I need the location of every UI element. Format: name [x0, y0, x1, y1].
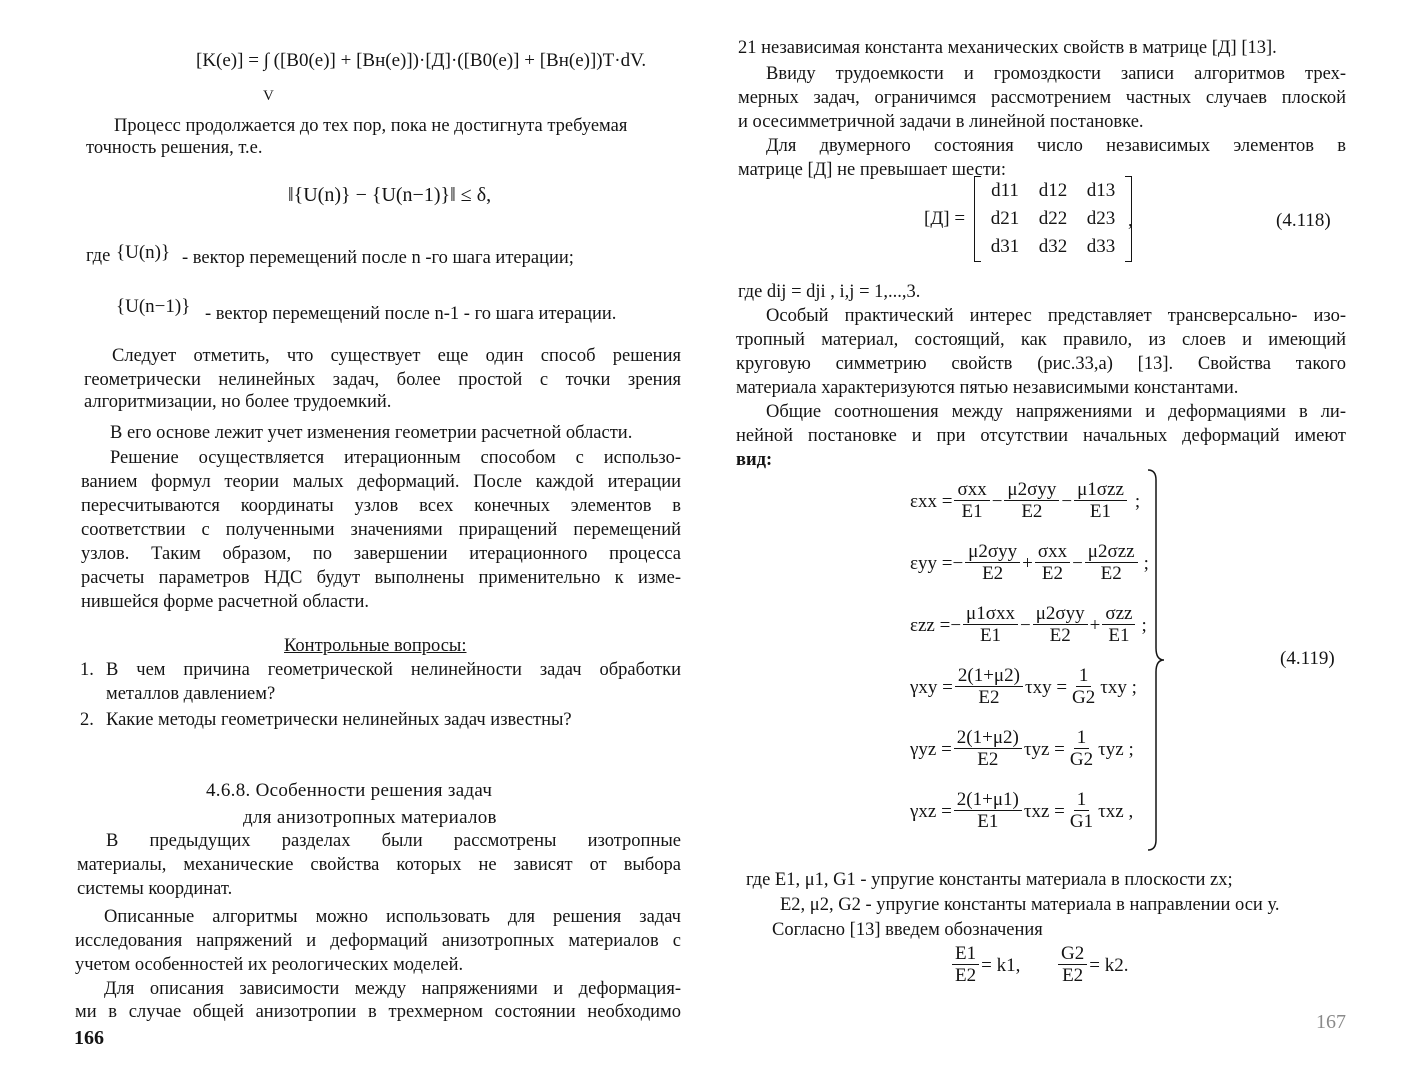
paragraph-line: матрице [Д] не превышает шести: [738, 160, 1006, 180]
stiffness-matrix [974, 176, 1132, 262]
paragraph-line: Следует отметить, что существует еще один способ решения [112, 346, 681, 366]
paragraph-line: Согласно [13] введем обозначения [772, 920, 1043, 940]
fraction: $\frac{E1}{E2}$ [952, 944, 979, 987]
question-number: 1. [80, 660, 94, 680]
right-page [710, 0, 1421, 1070]
eq-lhs: εyy = [910, 552, 953, 574]
integral-subscript: V [263, 88, 274, 104]
questions-heading: Контрольные вопросы: [284, 636, 467, 656]
eq-lhs: γxy = [910, 676, 953, 698]
fraction: $\frac{\text{μ2σzz}}{E2}$ [1085, 542, 1138, 585]
paragraph-line: пересчитываются координаты узлов всех конечных элементов в [81, 496, 681, 516]
fraction: $\frac{G2}{E2}$ [1058, 944, 1087, 987]
eq-lhs: εzz = [910, 614, 951, 636]
paragraph-line: Описанные алгоритмы можно использовать для решения задач [104, 907, 681, 927]
where-text: - вектор перемещений после n-1 - го шага итерации. [205, 304, 617, 324]
question-number: 2. [80, 710, 94, 730]
paragraph-line: материала характеризуются пятью независимыми константами. [736, 378, 1239, 398]
page-number: 167 [1316, 1011, 1346, 1033]
paragraph-line: Решение осуществляется итерационным способом с использо- [110, 448, 681, 468]
paragraph-line: вид: [736, 450, 773, 470]
where-text: где E1, μ1, G1 - упругие константы материала в плоскости zx; [746, 870, 1233, 890]
paragraph-line: точность решения, т.е. [86, 138, 263, 158]
fraction: $\frac{\text{σzz}}{E1}$ [1102, 604, 1135, 647]
fraction: $\frac{\text{σxx}}{E2}$ [1035, 542, 1070, 585]
brace-path [1148, 470, 1164, 850]
matrix-cell: d21 [990, 208, 1020, 229]
k1-definition: $\frac{E1}{E2}$ = k1, [950, 944, 1020, 987]
paragraph-line: расчеты параметров НДС будут выполнены применительно к изме- [81, 568, 681, 588]
eq-lhs: γxz = [910, 800, 952, 822]
paragraph-line: алгоритмизации, но более трудоемкий. [84, 392, 392, 412]
fraction: $\frac{2(1+\mu 2)}{E2}$ [954, 728, 1022, 771]
paragraph-line: учетом особенностей их реологических моделей. [75, 955, 464, 975]
fraction: $\frac{\text{μ2σyy}}{E2}$ [965, 542, 1020, 585]
where-text: - вектор перемещений после n -го шага итерации; [182, 248, 574, 268]
fraction: $\frac{\text{μ2σyy}}{E2}$ [1033, 604, 1088, 647]
paragraph-line: узлов. Таким образом, по завершении итерационного процесса [81, 544, 681, 564]
paragraph-line: Общие соотношения между напряжениями и деформациями в ли- [766, 402, 1346, 422]
section-title: для анизотропных материалов [243, 807, 497, 828]
convergence-formula: ‖{U(n)} − {U(n−1)}‖ ≤ δ, [288, 184, 492, 206]
paragraph-line: Процесс продолжается до тех пор, пока не достигнута требуемая [114, 116, 628, 136]
equation-number: (4.119) [1280, 648, 1335, 669]
equation-eps-zz: εzz = − $\frac{\text{μ1σxx}}{E1}$ − $\frac{\text{μ2σyy}}{E2}$ + $\frac{\text{σzz}}{E1}$ ; [910, 603, 1147, 646]
paragraph-line: нившейся форме расчетной области. [81, 592, 370, 612]
fraction: $\frac{1}{G2}$ [1072, 665, 1096, 708]
equation-gamma-xz: γxz = $\frac{2(1+\mu 1)}{E1}$ τxz = $\frac{1}{G1}$ τxz , [910, 789, 1134, 832]
paragraph-line: Для двумерного состояния число независимых элементов в [766, 136, 1346, 156]
matrix-cell: d33 [1086, 236, 1116, 257]
paragraph-line: В предыдущих разделах были рассмотрены изотропные [106, 831, 681, 851]
where-text: E2, μ2, G2 - упругие константы материала в направлении оси у. [780, 895, 1280, 915]
paragraph-line: нейной постановке и при отсутствии начальных деформаций имеют [736, 426, 1346, 446]
fraction: $\frac{2(1+\mu 1)}{E1}$ [954, 790, 1022, 833]
paragraph-line: соответствии с полученными значениями приращений перемещений [81, 520, 681, 540]
fraction: $\frac{\text{σxx}}{E1}$ [954, 480, 989, 523]
paragraph-line: системы координат. [77, 879, 233, 899]
fraction: $\frac{1}{G1}$ [1069, 789, 1094, 832]
fraction: $\frac{1}{G2}$ [1069, 727, 1094, 770]
system-brace [1146, 468, 1166, 852]
equation-system [910, 474, 1170, 854]
matrix-cell: d32 [1038, 236, 1068, 257]
matrix-cell: d11 [991, 180, 1019, 201]
matrix-cell: d22 [1038, 208, 1068, 229]
vector-un: {U(n)} [116, 242, 171, 263]
paragraph-line: круговую симметрию свойств (рис.33,а) [13]. Свойства такого [736, 354, 1346, 374]
paragraph-line: ми в случае общей анизотропии в трехмерном состоянии необходимо [75, 1002, 681, 1022]
equation-eps-yy: εyy = − $\frac{\text{μ2σyy}}{E2}$ + $\frac{\text{σxx}}{E2}$ − $\frac{\text{μ2σzz}}{E2}$ ; [910, 541, 1149, 584]
paragraph-line: тропный материал, состоящий, как правило, из слоев и имеющий [736, 330, 1346, 350]
formula-k-text: [K(e)] = ∫ ([B0(e)] + [Bн(e)])·[Д]·([B0(e)] + [Bн(e)])T·dV. [196, 50, 647, 71]
question-text: В чем причина геометрической нелинейности задач обработки [106, 660, 681, 680]
paragraph-line: мерных задач, ограничимся рассмотрением частных случаев плоской [738, 88, 1346, 108]
equation-gamma-yz: γyz = $\frac{2(1+\mu 2)}{E2}$ τyz = $\frac{1}{G2}$ τyz ; [910, 727, 1134, 770]
matrix-grid [974, 176, 1132, 262]
paragraph-line: материалы, механические свойства которых не зависят от выбора [77, 855, 681, 875]
question-text: Какие методы геометрически нелинейных задач известны? [106, 710, 572, 730]
matrix-cell: d23 [1086, 208, 1116, 229]
section-title: 4.6.8. Особенности решения задач [206, 780, 493, 801]
fraction: $\frac{\text{μ1σzz}}{E1}$ [1074, 480, 1127, 523]
paragraph-line: Для описания зависимости между напряжениями и деформация- [104, 979, 681, 999]
paragraph-line: В его основе лежит учет изменения геометрии расчетной области. [110, 423, 633, 443]
paragraph-line: ванием формул теории малых деформаций. После каждой итерации [81, 472, 681, 492]
eq-lhs: εxx = [910, 490, 953, 512]
matrix-label: [Д] = [924, 208, 966, 229]
matrix-cell: d12 [1038, 180, 1068, 201]
matrix-cell: d13 [1086, 180, 1116, 201]
matrix-comma: , [1128, 210, 1133, 231]
vector-un1: {U(n−1)} [116, 296, 191, 317]
paragraph-line: исследования напряжений и деформаций анизотропных материалов с [75, 931, 681, 951]
fraction: $\frac{2(1+\mu 2)}{E2}$ [955, 666, 1023, 709]
where-label: где [86, 246, 111, 266]
paragraph-line: Особый практический интерес представляет трансверсально- изо- [766, 306, 1346, 326]
eq-lhs: γyz = [910, 738, 952, 760]
paragraph-line: геометрически нелинейных задач, более простой с точки зрения [84, 370, 681, 390]
question-text: металлов давлением? [106, 684, 276, 704]
paragraph-line: Ввиду трудоемкости и громоздкости записи алгоритмов трех- [766, 64, 1346, 84]
fraction: $\frac{\text{μ2σyy}}{E2}$ [1004, 480, 1059, 523]
equation-number: (4.118) [1276, 210, 1331, 231]
left-page [0, 0, 710, 1070]
where-text: где dij = dji , i,j = 1,...,3. [738, 282, 921, 302]
stiffness-formula [196, 50, 647, 72]
equation-gamma-xy: γxy = $\frac{2(1+\mu 2)}{E2}$ τxy = $\frac{1}{G2}$ τxy ; [910, 665, 1137, 708]
paragraph-line: и осесимметричной задачи в линейной постановке. [738, 112, 1144, 132]
equation-eps-xx: εxx = $\frac{\text{σxx}}{E1}$ − $\frac{\text{μ2σyy}}{E2}$ − $\frac{\text{μ1σzz}}{E1}$ ; [910, 479, 1141, 522]
page-number: 166 [74, 1027, 104, 1049]
fraction: $\frac{\text{μ1σxx}}{E1}$ [963, 604, 1018, 647]
k2-definition: $\frac{G2}{E2}$ = k2. [1056, 944, 1128, 987]
matrix-cell: d31 [990, 236, 1020, 257]
paragraph-line: 21 независимая константа механических свойств в матрице [Д] [13]. [738, 38, 1277, 58]
